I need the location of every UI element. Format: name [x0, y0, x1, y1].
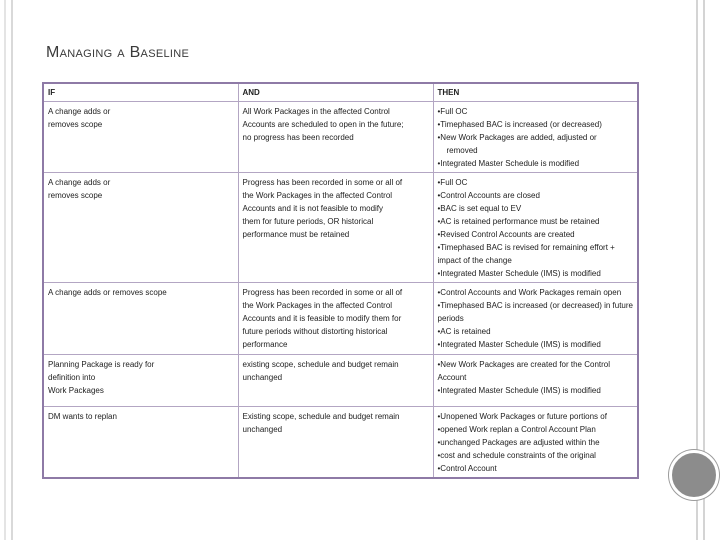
cell-text: definition into: [48, 373, 96, 382]
cell-text: the Work Packages in the affected Control: [242, 191, 393, 200]
cell-text: existing scope, schedule and budget remain: [242, 360, 399, 369]
cell-and: [238, 407, 433, 479]
cell-text: Accounts and it is not feasible to modify: [242, 204, 384, 213]
cell-then: [433, 283, 638, 355]
bullet-item: •BAC is set equal to EV: [437, 204, 522, 213]
cell-text: them for future periods, OR historical: [242, 217, 374, 226]
bullet-item: •Control Account: [437, 464, 497, 473]
cell-text: no progress has been recorded: [242, 133, 354, 142]
table-row: [43, 355, 638, 407]
baseline-table: [42, 82, 639, 479]
bullet-item: •unchanged Packages are adjusted within the: [437, 438, 600, 447]
cell-text: All Work Packages in the affected Control: [242, 107, 390, 116]
cell-text: DM wants to replan: [48, 412, 117, 421]
bullet-item: •opened Work replan a Control Account Plan: [437, 425, 596, 434]
bullet-item: •Unopened Work Packages or future portions of: [437, 412, 607, 421]
cell-text: unchanged: [242, 373, 283, 382]
bullet-item: •Control Accounts are closed: [437, 191, 540, 200]
cell-and: [238, 102, 433, 173]
cell-text: unchanged: [242, 425, 283, 434]
bullet-item: •Integrated Master Schedule (IMS) is modified: [437, 269, 601, 278]
slide-title: Managing a Baseline: [46, 44, 190, 61]
cell-and: [238, 283, 433, 355]
cell-if: [43, 173, 238, 283]
cell-text: A change adds or: [48, 107, 111, 116]
cell-text: Planning Package is ready for: [48, 360, 155, 369]
header-and: AND: [238, 83, 433, 102]
cell-if: [43, 283, 238, 355]
bullet-item: removed: [446, 146, 478, 155]
cell-if: [43, 407, 238, 479]
cell-text: Existing scope, schedule and budget remain: [242, 412, 400, 421]
cell-text: removes scope: [48, 191, 103, 200]
bullet-item: •Full OC: [437, 178, 468, 187]
cell-and: [238, 355, 433, 407]
bullet-item: •AC is retained: [437, 327, 491, 336]
bullet-item: •Timephased BAC is revised for remaining effort + impact of the change: [437, 243, 615, 265]
bullet-item: •Integrated Master Schedule (IMS) is modified: [437, 386, 601, 395]
cell-text: Work Packages: [48, 386, 104, 395]
table-row: [43, 283, 638, 355]
header-if: IF: [43, 83, 238, 102]
cell-text: future periods without distorting historical: [242, 327, 388, 336]
cell-if: [43, 355, 238, 407]
bullet-item: •AC is retained performance must be retained: [437, 217, 600, 226]
cell-text: Accounts are scheduled to open in the future;: [242, 120, 404, 129]
cell-text: A change adds or removes scope: [48, 288, 167, 297]
bullet-item: •Integrated Master Schedule is modified: [437, 159, 580, 168]
cell-text: Accounts and it is feasible to modify them for: [242, 314, 402, 323]
bullet-item: •cost and schedule constraints of the original: [437, 451, 596, 460]
cell-text: Progress has been recorded in some or all of: [242, 178, 403, 187]
cell-if: [43, 102, 238, 173]
slide-frame-left: [0, 0, 13, 540]
cell-text: A change adds or: [48, 178, 111, 187]
cell-text: removes scope: [48, 120, 103, 129]
bullet-item: •Timephased BAC is increased (or decreased) in future periods: [437, 301, 633, 323]
cell-text: the Work Packages in the affected Control: [242, 301, 393, 310]
cell-and: [238, 173, 433, 283]
bullet-item: •Full OC: [437, 107, 468, 116]
slide-nav-circle[interactable]: [669, 450, 719, 500]
cell-then: [433, 355, 638, 407]
table-row: [43, 407, 638, 479]
bullet-item: •Timephased BAC is increased (or decreased): [437, 120, 602, 129]
table-row: [43, 102, 638, 173]
bullet-item: •Integrated Master Schedule (IMS) is modified: [437, 340, 601, 349]
table-header-row: [43, 83, 638, 102]
table-row: [43, 173, 638, 283]
cell-text: Progress has been recorded in some or all of: [242, 288, 403, 297]
cell-then: [433, 407, 638, 479]
cell-text: performance must be retained: [242, 230, 350, 239]
cell-then: [433, 173, 638, 283]
cell-then: [433, 102, 638, 173]
cell-text: performance: [242, 340, 288, 349]
bullet-item: •Revised Control Accounts are created: [437, 230, 575, 239]
bullet-item: •New Work Packages are created for the Control Account: [437, 360, 611, 382]
bullet-item: •New Work Packages are added, adjusted or: [437, 133, 597, 142]
header-then: THEN: [433, 83, 638, 102]
bullet-item: •Control Accounts and Work Packages remain open: [437, 288, 622, 297]
